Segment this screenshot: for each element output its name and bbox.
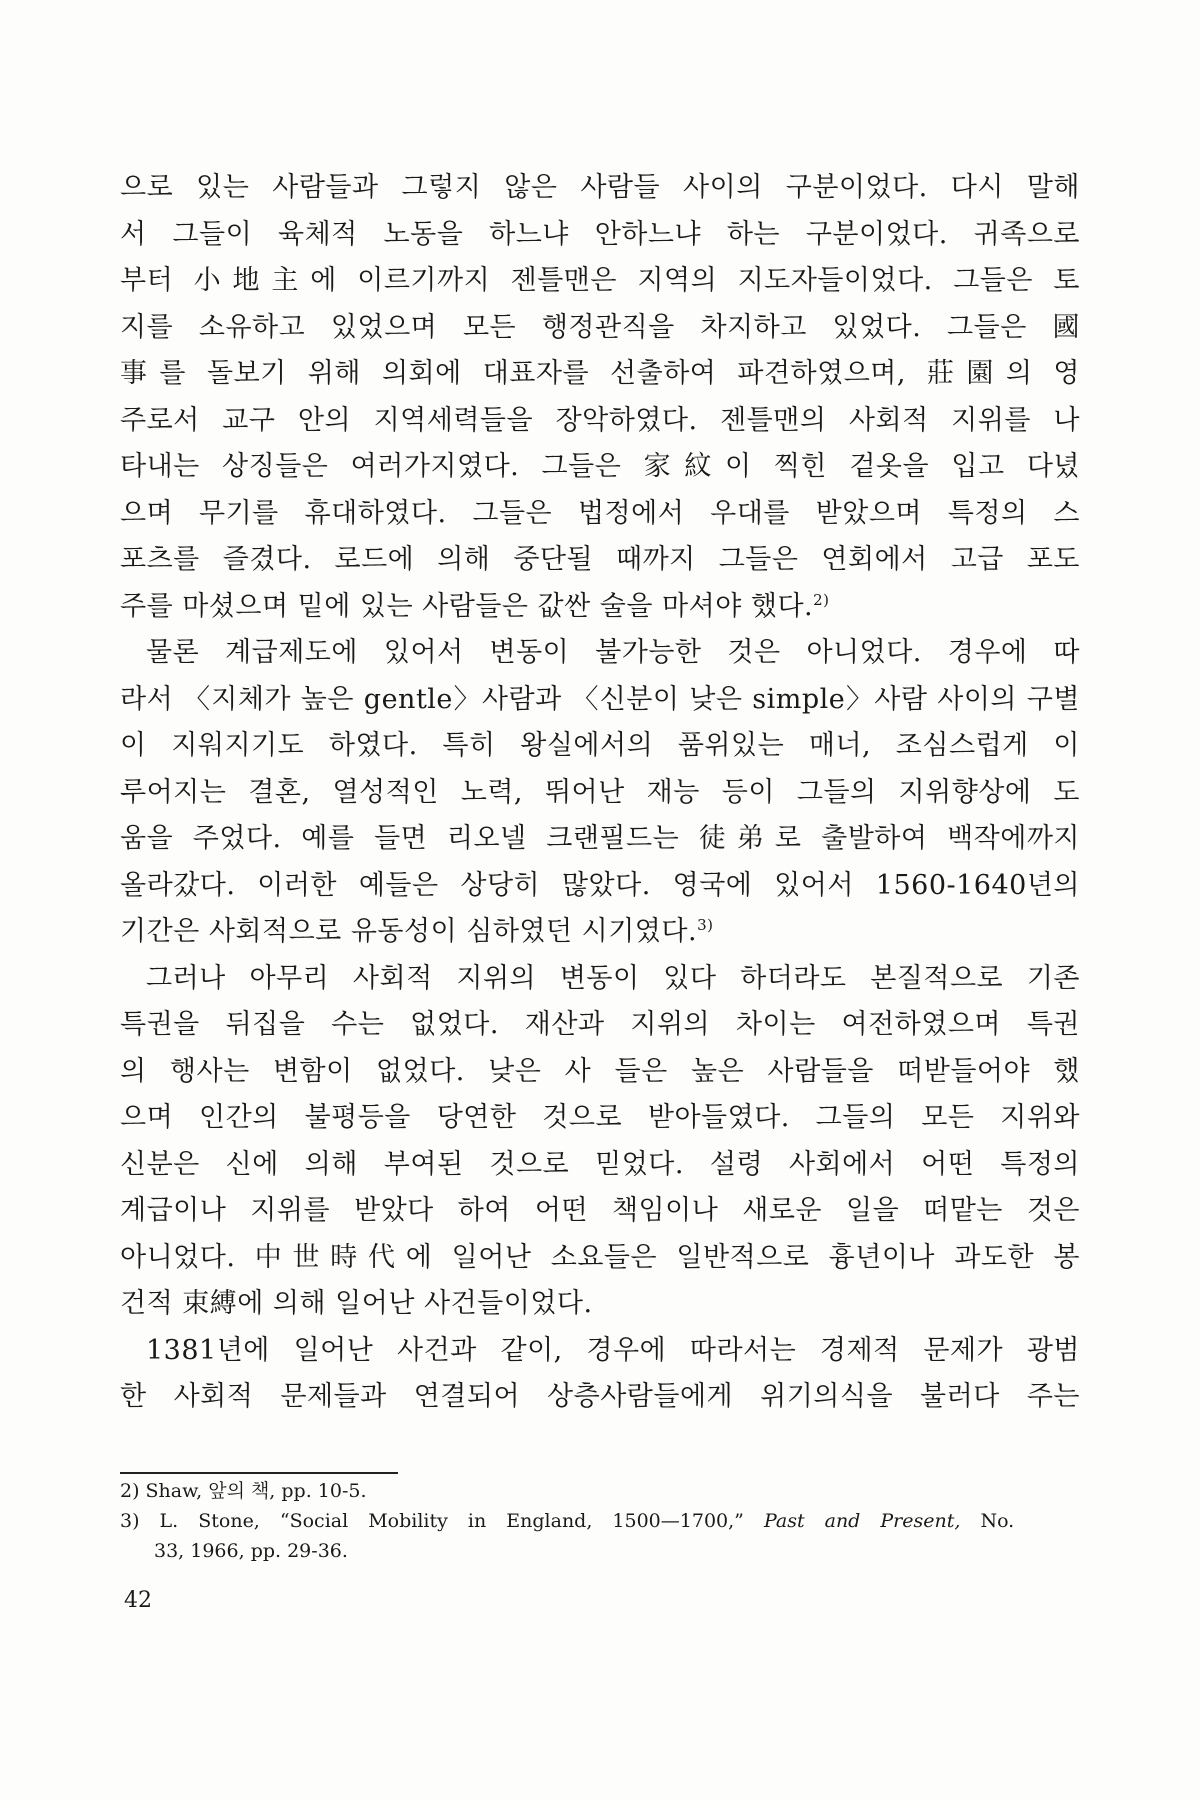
footnotes <box>120 1476 1080 1566</box>
text-line: 기간은 사회적으로 유동성이 심하였던 시기였다. <box>120 916 698 947</box>
text-line: 지를 소유하고 있었으며 모든 행정관직을 차지하고 있었다. 그들은 國 <box>120 311 1080 343</box>
footnote-marker: 2) <box>813 590 830 609</box>
text-line: 포츠를 즐겼다. 로드에 의해 중단될 때까지 그들은 연회에서 고급 포도 <box>120 544 1080 575</box>
text-line: 타내는 상징들은 여러가지였다. 그들은 家紋이 찍힌 겉옷을 입고 다녔 <box>120 451 1080 482</box>
text-line: 으며 인간의 불평등을 당연한 것으로 받아들였다. 그들의 모든 지위와 <box>120 1102 1080 1133</box>
text-line: 아니었다. 中世時代에 일어난 소요들은 일반적으로 흉년이나 과도한 봉 <box>120 1241 1080 1273</box>
text-line: 으며 무기를 휴대하였다. 그들은 법정에서 우대를 받았으며 특정의 스 <box>120 497 1080 529</box>
text-line: 한 사회적 문제들과 연결되어 상층사람들에게 위기의식을 불러다 주는 <box>120 1381 1080 1412</box>
footnote-3-journal: Past and Present, <box>763 1510 961 1532</box>
text-line: 서 그들이 육체적 노동을 하느냐 안하느냐 하는 구분이었다. 귀족으로 <box>120 218 1080 250</box>
text-line: 건적 束縛에 의해 일어난 사건들이었다. <box>120 1288 593 1319</box>
footnote-3-citation: 3) L. Stone, “Social Mobility in England, 1500—1700,” <box>120 1510 744 1532</box>
text-line: 올라갔다. 이러한 예들은 상당히 많았다. 영국에 있어서 1560-1640년의 <box>120 869 1080 901</box>
footnote-marker: 3) <box>697 916 714 934</box>
text-line: 움을 주었다. 예를 들면 리오넬 크랜필드는 徒弟로 출발하여 백작에까지 <box>120 823 1080 854</box>
footnote-3-continuation: 33, 1966, pp. 29-36. <box>154 1540 348 1562</box>
text-line: 신분은 신에 의해 부여된 것으로 믿었다. 설령 사회에서 어떤 특정의 <box>120 1148 1080 1180</box>
text-line: 특권을 뒤집을 수는 없었다. 재산과 지위의 차이는 여전하였으며 특권 <box>120 1009 1080 1040</box>
text-line: 이 지워지기도 하였다. 특히 왕실에서의 품위있는 매너, 조심스럽게 이 <box>120 730 1080 761</box>
text-line: 1381년에 일어난 사건과 같이, 경우에 따라서는 경제적 문제가 광범 <box>146 1334 1080 1366</box>
text-line: 루어지는 결혼, 열성적인 노력, 뛰어난 재능 등이 그들의 지위향상에 도 <box>120 776 1080 808</box>
text-line: 그러나 아무리 사회적 지위의 변동이 있다 하더라도 본질적으로 기존 <box>146 962 1080 994</box>
footnote-2: 2) Shaw, 앞의 책, pp. 10-5. <box>120 1480 367 1502</box>
text-line: 물론 계급제도에 있어서 변동이 불가능한 것은 아니었다. 경우에 따 <box>146 637 1080 668</box>
text-line: 으로 있는 사람들과 그렇지 않은 사람들 사이의 구분이었다. 다시 말해 <box>120 172 1080 203</box>
text-line: 부터 小地主에 이르기까지 젠틀맨은 지역의 지도자들이었다. 그들은 토 <box>120 265 1080 296</box>
footnote-divider <box>120 1472 398 1474</box>
text-line: 주를 마셨으며 밑에 있는 사람들은 값싼 술을 마셔야 했다. <box>120 590 814 622</box>
footnote-3-number-label: No. <box>980 1510 1015 1532</box>
body-text <box>120 165 1080 1421</box>
text-line: 의 행사는 변함이 없었다. 낮은 사 들은 높은 사람들을 떠받들어야 했 <box>120 1055 1080 1087</box>
text-line: 라서 〈지체가 높은 gentle〉사람과 〈신분이 낮은 simple〉사람 사이의 구별 <box>120 683 1080 715</box>
text-line: 주로서 교구 안의 지역세력들을 장악하였다. 젠틀맨의 사회적 지위를 나 <box>120 404 1080 436</box>
page-number: 42 <box>124 1588 152 1613</box>
text-line-with-note <box>120 584 1080 631</box>
text-line-with-note <box>120 909 1080 956</box>
text-line: 계급이나 지위를 받았다 하여 어떤 책임이나 새로운 일을 떠맡는 것은 <box>120 1195 1080 1226</box>
footnote-3 <box>120 1506 1080 1536</box>
text-line: 事를 돌보기 위해 의회에 대표자를 선출하여 파견하였으며, 莊園의 영 <box>120 358 1080 389</box>
